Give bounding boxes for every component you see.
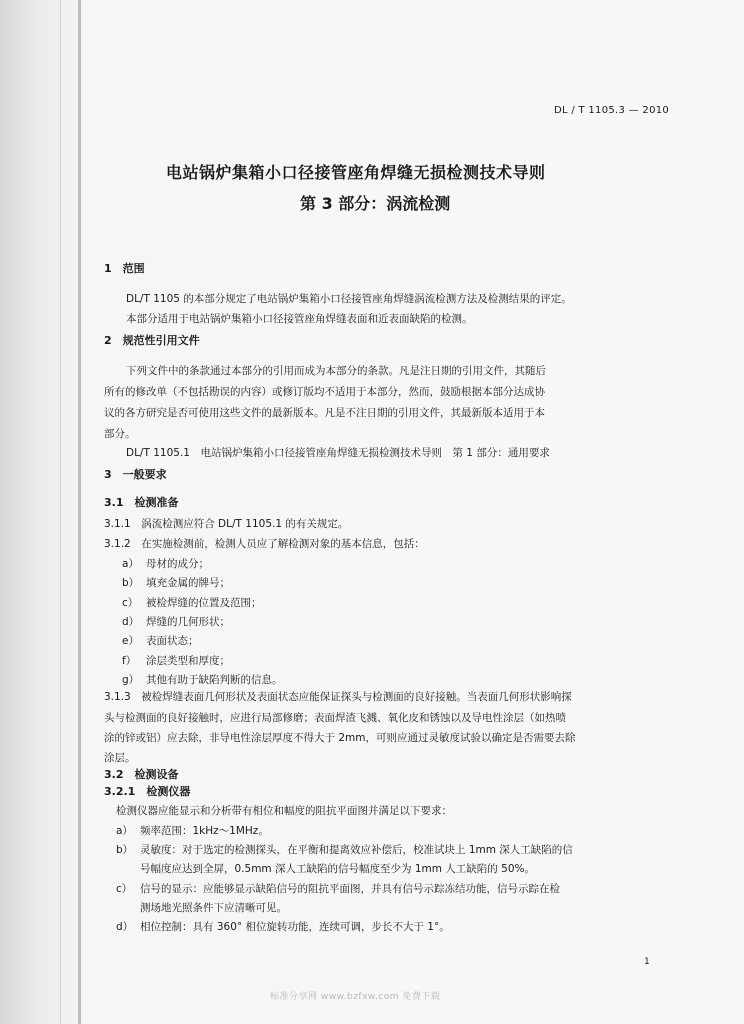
section-2-paragraph-line: 下列文件中的条款通过本部分的引用而成为本部分的条款。凡是注日期的引用文件，其随后 bbox=[126, 365, 546, 377]
list-item-marker: b） bbox=[122, 577, 140, 590]
list-item-text: 表面状态； bbox=[146, 635, 199, 648]
list-item-marker: a） bbox=[122, 558, 139, 570]
list-item-text: 填充金属的牌号； bbox=[146, 577, 230, 590]
list-item-text: 频率范围：1kHz～1MHz。 bbox=[140, 825, 269, 837]
list-item-text: 其他有助于缺陷判断的信息。 bbox=[146, 673, 283, 686]
list-item-text: 相位控制：具有 360° 相位旋转功能，连续可调，步长不大于 1°。 bbox=[140, 921, 450, 933]
page-number: 1 bbox=[644, 957, 650, 967]
list-item-text: 灵敏度：对于选定的检测探头，在平衡和提离效应补偿后，校准试块上 1mm 深人工缺陷的信 bbox=[140, 844, 573, 857]
list-item-text: 测场地光照条件下应清晰可见。 bbox=[140, 901, 287, 914]
section-3-heading: 3 一般要求 bbox=[104, 468, 167, 481]
list-item-text: 号幅度应达到全屏，0.5mm 深人工缺陷的信号幅度至少为 1mm 人工缺陷的 50%。 bbox=[140, 863, 535, 876]
clause-3-2-1-heading: 3.2.1 检测仪器 bbox=[104, 785, 191, 798]
list-item-text: 焊缝的几何形状； bbox=[146, 615, 230, 628]
section-2-heading: 2 规范性引用文件 bbox=[104, 334, 200, 347]
list-item-marker: a） bbox=[116, 825, 133, 837]
list-item-marker: c） bbox=[122, 596, 139, 609]
clause-3-1-2: 3.1.2 在实施检测前，检测人员应了解检测对象的基本信息，包括： bbox=[104, 538, 425, 550]
list-item-text: 涂层类型和厚度； bbox=[146, 654, 230, 667]
list-item-marker: g） bbox=[122, 673, 140, 686]
section-2-paragraph-line: 部分。 bbox=[104, 428, 136, 440]
list-item-marker: f） bbox=[122, 654, 137, 667]
subsection-3-1-heading: 3.1 检测准备 bbox=[104, 496, 179, 509]
section-2-paragraph-line: 所有的修改单（不包括勘误的内容）或修订版均不适用于本部分，然而，鼓励根据本部分达成协 bbox=[104, 386, 545, 398]
clause-3-1-3-line: 3.1.3 被检焊缝表面几何形状及表面状态应能保证探头与检测面的良好接触。当表面几何形状影响探 bbox=[104, 691, 572, 703]
list-item-marker: c） bbox=[116, 882, 133, 895]
document-subtitle: 第 3 部分：涡流检测 bbox=[300, 194, 451, 213]
list-item-marker: e） bbox=[122, 635, 139, 648]
section-2-paragraph-line: 议的各方研究是否可使用这些文件的最新版本。凡是不注日期的引用文件，其最新版本适用于本 bbox=[104, 407, 545, 419]
list-item-text: 信号的显示：应能够显示缺陷信号的阻抗平面图，并具有信号示踪冻结功能，信号示踪在检 bbox=[140, 882, 560, 895]
section-1-paragraph-2: 本部分适用于电站锅炉集箱小口径接管座角焊缝表面和近表面缺陷的检测。 bbox=[126, 313, 473, 325]
section-1-paragraph-1: DL/T 1105 的本部分规定了电站锅炉集箱小口径接管座角焊缝涡流检测方法及检测结果的评定。 bbox=[126, 293, 572, 305]
list-item-text: 母材的成分； bbox=[146, 558, 209, 570]
document-title: 电站锅炉集箱小口径接管座角焊缝无损检测技术导则 bbox=[166, 163, 546, 182]
clause-3-2-1-paragraph: 检测仪器应能显示和分析带有相位和幅度的阻抗平面图并满足以下要求： bbox=[116, 805, 452, 817]
list-item-text: 被检焊缝的位置及范围； bbox=[146, 596, 262, 609]
standard-code: DL / T 1105.3 — 2010 bbox=[554, 105, 670, 116]
watermark-footer: 标准分享网 www.bzfxw.com 免费下载 bbox=[270, 992, 441, 1002]
section-1-heading: 1 范围 bbox=[104, 262, 145, 275]
subsection-3-2-heading: 3.2 检测设备 bbox=[104, 768, 179, 781]
binding-edge bbox=[78, 0, 81, 1024]
list-item-marker: d） bbox=[116, 921, 134, 933]
clause-3-1-3-line: 涂层。 bbox=[104, 752, 136, 764]
clause-3-1-3-line: 头与检测面的良好接触时，应进行局部修磨；表面焊渣飞溅、氧化皮和锈蚀以及导电性涂层（如热喷 bbox=[104, 712, 566, 724]
normative-reference: DL/T 1105.1 电站锅炉集箱小口径接管座角焊缝无损检测技术导则 第 1 部分：通用要求 bbox=[126, 447, 550, 459]
clause-3-1-1: 3.1.1 涡流检测应符合 DL/T 1105.1 的有关规定。 bbox=[104, 518, 349, 530]
list-item-marker: d） bbox=[122, 615, 140, 628]
clause-3-1-3-line: 涂的锌或铝）应去除，非导电性涂层厚度不得大于 2mm，可则应通过灵敏度试验以确定是否需要去除 bbox=[104, 732, 576, 744]
list-item-marker: b） bbox=[116, 844, 134, 857]
page-shadow bbox=[60, 0, 61, 1024]
